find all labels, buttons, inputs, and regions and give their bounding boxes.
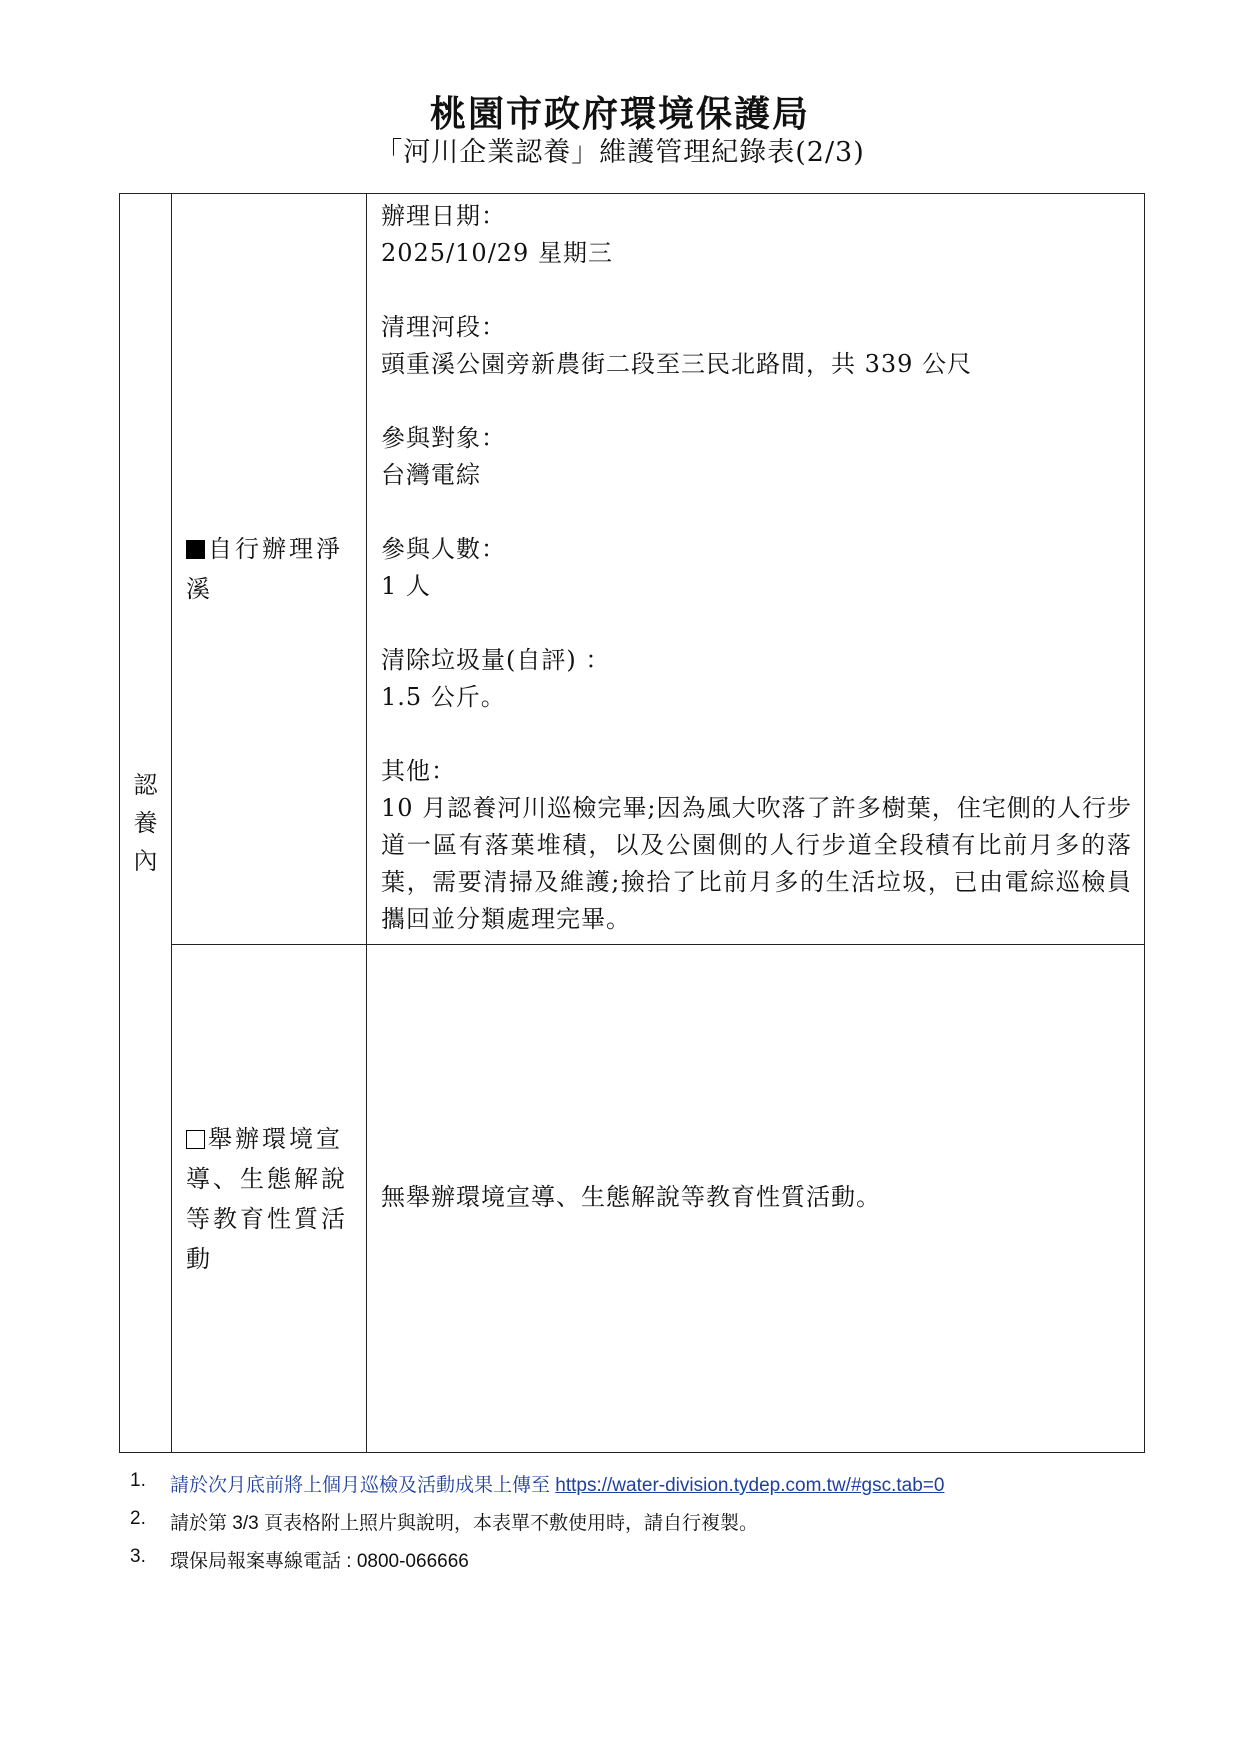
record-table (119, 193, 1145, 1453)
note-number: 1. (130, 1470, 146, 1491)
segment-label: 清理河段： (381, 313, 506, 341)
content-cell-self-cleanup (367, 194, 1145, 945)
section-label-char: 養 (133, 809, 158, 837)
section-label-cell (120, 194, 172, 1453)
section-label (133, 766, 159, 880)
note-item (130, 1470, 1130, 1508)
participants-value: 台灣電綜 (381, 461, 481, 489)
page-title: 桃園市政府環境保護局 (429, 93, 810, 135)
garbage-value: 1.5 公斤。 (381, 683, 506, 711)
option-label-education: 舉辦環境宣導、生態解說等教育性質活動 (186, 1124, 348, 1273)
garbage-label: 清除垃圾量(自評) ： (381, 646, 611, 674)
section-label-char: 內 (133, 847, 158, 875)
other-value: 10 月認養河川巡檢完畢;因為風大吹落了許多樹葉，住宅側的人行步道一區有落葉堆積，以及公園側的人行步道全段積有比前月多的落葉，需要清掃及維護;撿拾了比前月多的生活垃圾，已由電綜巡檢員攜回並分類處理完畢。 (381, 794, 1132, 933)
note-text: 請於次月底前將上個月巡檢及活動成果上傳至 (170, 1475, 556, 1496)
other-label: 其他： (381, 757, 456, 785)
note-number: 2. (130, 1508, 146, 1529)
education-content: 無舉辦環境宣導、生態解說等教育性質活動。 (381, 1183, 881, 1211)
content-cell-education (367, 945, 1145, 1453)
note-item (130, 1546, 1130, 1584)
notes-list (130, 1470, 1130, 1584)
note-number: 3. (130, 1546, 146, 1567)
date-label: 辦理日期： (381, 202, 506, 230)
count-label: 參與人數： (381, 535, 506, 563)
participants-label: 參與對象： (381, 424, 506, 452)
note-text: 請於第 3/3 頁表格附上照片與說明，本表單不敷使用時，請自行複製。 (170, 1513, 758, 1534)
page-subtitle: 「河川企業認養」維護管理紀錄表(2/3) (375, 137, 865, 168)
checked-checkbox-icon[interactable] (186, 540, 205, 559)
option-cell-self-cleanup (172, 194, 367, 945)
table-row-education (120, 945, 1145, 1453)
segment-value: 頭重溪公園旁新農街二段至三民北路間，共 339 公尺 (381, 350, 973, 378)
section-label-char: 認 (133, 771, 158, 799)
note-item (130, 1508, 1130, 1546)
note-text: 環保局報案專線電話 : 0800-066666 (170, 1551, 469, 1572)
option-cell-education (172, 945, 367, 1453)
count-value: 1 人 (381, 572, 431, 600)
table-row-self-cleanup (120, 194, 1145, 945)
upload-link[interactable]: https://water-division.tydep.com.tw/#gsc.tab=0 (555, 1475, 945, 1496)
option-label-self-cleanup: 自行辦理淨溪 (186, 535, 343, 603)
unchecked-checkbox-icon[interactable] (186, 1130, 205, 1149)
date-value: 2025/10/29 星期三 (381, 239, 613, 267)
